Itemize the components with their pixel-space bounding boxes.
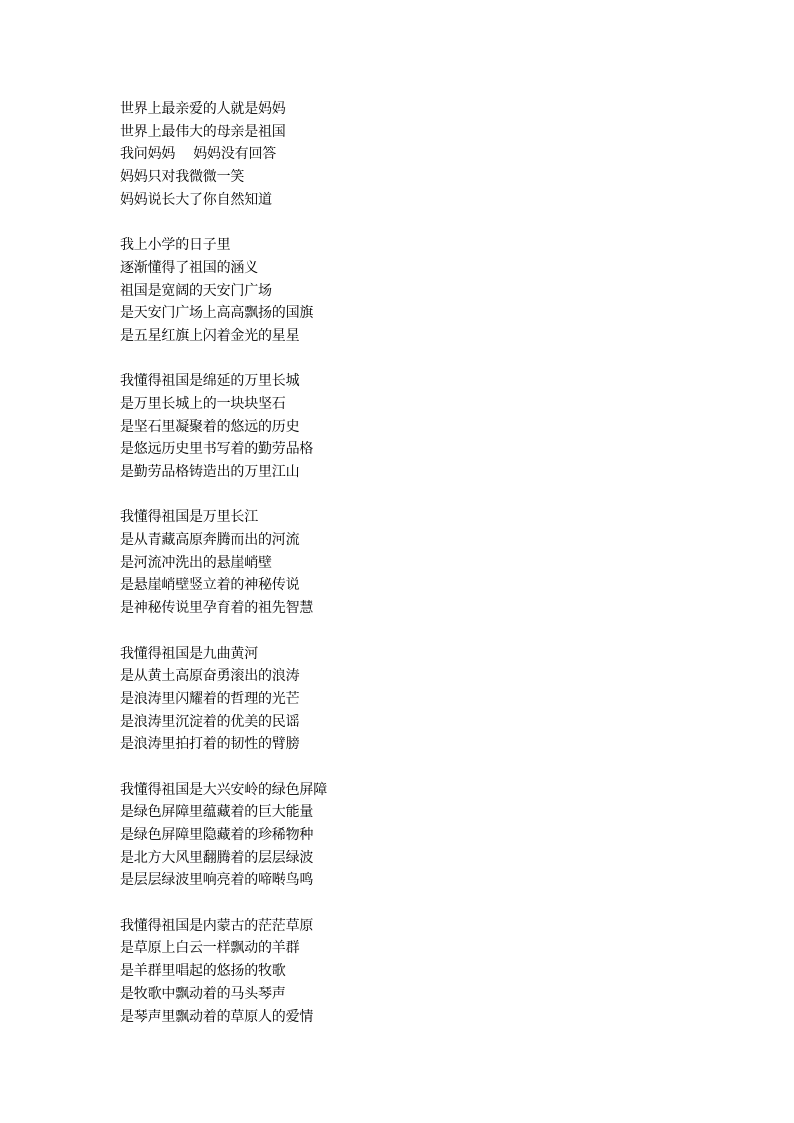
poem-line: 是牧歌中飘动着的马头琴声: [120, 985, 286, 1002]
poem-line: 是琴声里飘动着的草原人的爱情: [120, 1008, 314, 1025]
poem-line: 我懂得祖国是大兴安岭的绿色屏障: [120, 781, 327, 798]
poem-line: 是层层绿波里响亮着的啼啭鸟鸣: [120, 872, 314, 889]
stanza-6: [120, 779, 720, 892]
poem-line: 是五星红旗上闪着金光的星星: [120, 327, 300, 344]
poem-line: 是绿色屏障里蕴藏着的巨大能量: [120, 804, 314, 821]
poem-line: 是天安门广场上高高飘扬的国旗: [120, 305, 314, 322]
stanza-2: [120, 234, 720, 347]
poem-line: 我懂得祖国是九曲黄河: [120, 645, 258, 662]
poem-line: 是悠远历史里书写着的勤劳品格: [120, 441, 314, 458]
poem-line: 我问妈妈 妈妈没有回答: [120, 146, 277, 163]
poem-line: 世界上最伟大的母亲是祖国: [120, 123, 286, 140]
stanza-1: [120, 98, 720, 211]
stanza-3: [120, 370, 720, 483]
poem-line: 是草原上白云一样飘动的羊群: [120, 940, 300, 957]
poem-line: 妈妈只对我微微一笑: [120, 169, 245, 186]
poem-line: 是羊群里唱起的悠扬的牧歌: [120, 963, 286, 980]
poem-line: 逐渐懂得了祖国的涵义: [120, 259, 258, 276]
poem-line: 我懂得祖国是万里长江: [120, 509, 258, 526]
poem-line: 我懂得祖国是绵延的万里长城: [120, 373, 300, 390]
poem-line: 世界上最亲爱的人就是妈妈: [120, 101, 286, 117]
poem-line: 妈妈说长大了你自然知道: [120, 191, 272, 208]
poem-line: 我上小学的日子里: [120, 237, 231, 254]
poem-line: 是浪涛里拍打着的韧性的臂膀: [120, 736, 300, 753]
poem-line: 祖国是宽阔的天安门广场: [120, 282, 272, 299]
poem-line: 是绿色屏障里隐藏着的珍稀物种: [120, 827, 314, 843]
poem-line: 是悬崖峭壁竖立着的神秘传说: [120, 577, 300, 594]
poem-line: 是神秘传说里孕育着的祖先智慧: [120, 600, 314, 617]
poem-line: 是北方大风里翻腾着的层层绿波: [120, 849, 314, 866]
stanza-5: [120, 643, 720, 756]
poem-line: 是从青藏高原奔腾而出的河流: [120, 532, 300, 549]
poem-line: 我懂得祖国是内蒙古的茫茫草原: [120, 917, 314, 934]
stanza-7: [120, 915, 720, 1028]
poem-line: 是河流冲洗出的悬崖峭壁: [120, 554, 272, 571]
stanza-4: [120, 506, 720, 619]
poem-line: 是浪涛里闪耀着的哲理的光芒: [120, 690, 300, 707]
poem-line: 是万里长城上的一块块坚石: [120, 395, 286, 412]
poem-line: 是从黄土高原奋勇滚出的浪涛: [120, 668, 300, 685]
poem-line: 是浪涛里沉淀着的优美的民谣: [120, 713, 300, 730]
poem-body: [120, 98, 720, 1051]
poem-line: 是勤劳品格铸造出的万里江山: [120, 464, 300, 480]
poem-line: 是坚石里凝聚着的悠远的历史: [120, 418, 300, 435]
